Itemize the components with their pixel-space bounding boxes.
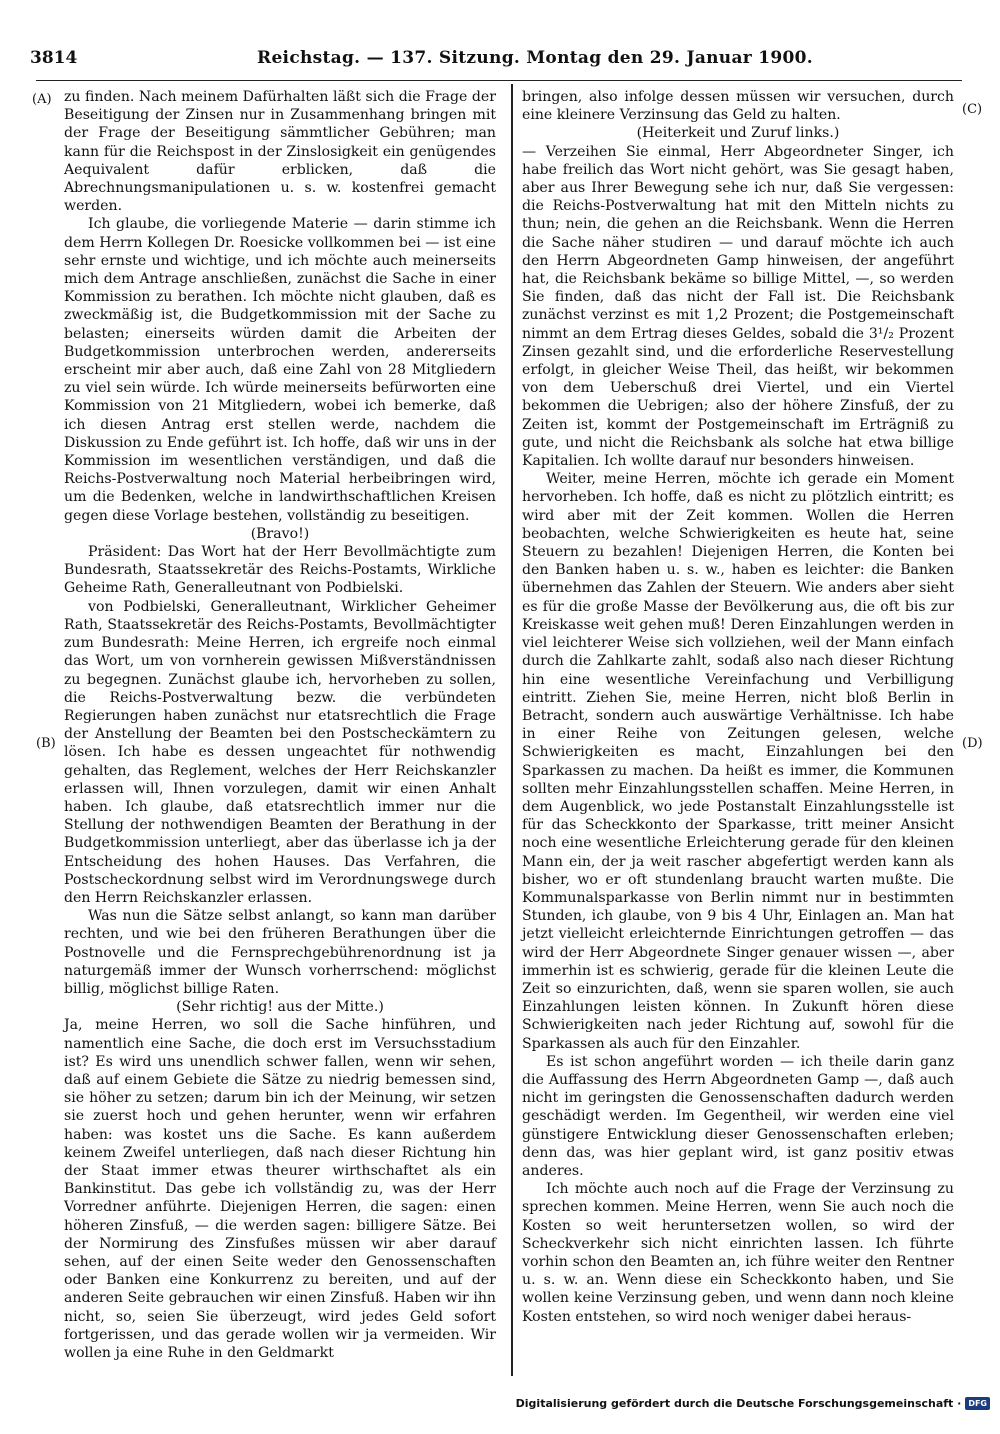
footer-credit: Digitalisierung gefördert durch die Deutsche Forschungsgemeinschaft · <box>515 1397 962 1410</box>
paragraph: von Podbielski, Generalleutnant, Wirklicher Geheimer Rath, Staatssekretär des Reichs-Postamts, Bevollmächtigter zum Bundesrath: Meine Herren, ich ergreife noch einmal das Wort, um von vornherein gewissen Mißverständnissen zu begegnen. Zunächst glaube ich, hervorheben zu sollen, die Reichs-Postverwaltung bezw. die verbündeten Regierungen haben zunächst nur etatsrechtlich die Frage der Anstellung der Beamten bei den Postscheckämtern zu lösen. Ich habe es dessen ungeachtet für nothwendig gehalten, das Reglement, welches der Herr Reichskanzler erlassen will, Ihnen vorzulegen, damit wir einen Anhalt haben. Ich glaube, daß etatsrechtlich immer nur die Stellung der nothwendigen Beamten der Berathung in der Budgetkommission unterliegt, aber das überlasse ich ja der Entscheidung des hohen Hauses. Das Verfahren, die Postscheckordnung selbst wird im Verordnungswege durch den Herrn Reichskanzler erlassen. <box>64 598 496 906</box>
paragraph: Was nun die Sätze selbst anlangt, so kann man darüber rechten, und wie bei den früheren Berathungen über die Postnovelle und die Fernsprechgebührenordnung ist ja naturgemäß immer der Wunsch vorherrschend: möglichst billig, möglichst billige Raten. <box>64 908 496 997</box>
paragraph: Ich glaube, die vorliegende Materie — darin stimme ich dem Herrn Kollegen Dr. Roesicke vollkommen bei — ist eine sehr ernste und wichtige, und ich möchte auch meinerseits mich dem Antrage anschließen, zunächst die Sache in einer Kommission zu berathen. Ich möchte nicht glauben, daß es zweckmäßig ist, die Budgetkommission mit der Sache zu belasten; einerseits würden damit die Arbeiten der Budgetkommission unterbrochen werden, andererseits erscheint mir aber auch, daß eine Zahl von 28 Mitgliedern zu viel sein würde. Ich würde meinerseits befürworten eine Kommission von 21 Mitgliedern, wobei ich bemerke, daß ich diesen Antrag erst stellen werde, nachdem die Diskussion zu Ende geführt ist. Ich hoffe, daß wir uns in der Kommission im wesentlichen verständigen, und daß die Reichs-Postverwaltung noch Material herbeibringen wird, um die Bedenken, welche in landwirthschaftlichen Kreisen gegen diese Vorlage bestehen, vollständig zu beseitigen. <box>64 216 496 524</box>
paragraph: bringen, also infolge dessen müssen wir versuchen, durch eine kleinere Verzinsung das Geld zu halten. <box>522 89 954 124</box>
paragraph: (Heiterkeit und Zuruf links.) <box>636 125 840 142</box>
footer <box>516 1397 990 1410</box>
margin-marker-a: (A) <box>32 92 52 107</box>
margin-marker-b: (B) <box>36 736 56 751</box>
paragraph: Weiter, meine Herren, möchte ich gerade ein Moment hervorheben. Ich hoffe, daß es nicht zu plötzlich eintritt; es wird aber mit der Zeit kommen. Wollen die Herren beobachten, welche Schwierigkeiten es heute hat, seine Steuern zu bezahlen! Diejenigen Herren, die Konten bei den Banken haben u. s. w., haben es leichter: die Banken übernehmen das Zahlen der Steuern. Wie anders aber sieht es für die große Masse der Bevölkerung aus, die oft bis zur Kreiskasse weit gehen muß! Deren Einzahlungen werden in viel leichterer Weise sich vollziehen, weil der Mann einfach durch die Zahlkarte zahlt, sodaß also nach dieser Richtung hin eine wesentliche Vereinfachung und Verbilligung eintritt. Ziehen Sie, meine Herren, nicht bloß Berlin in Betracht, sondern auch auswärtige Verhältnisse. Ich habe in einer Reihe von Zeitungen gelesen, welche Schwierigkeiten es macht, Einzahlungen bei den Sparkassen zu machen. Da heißt es immer, die Kommunen sollten mehr Einzahlungsstellen schaffen. Meine Herren, in dem Augenblick, wo jede Postanstalt Einzahlungsstelle ist für das Scheckkonto der Sparkasse, tritt meiner Ansicht noch eine wesentliche Erleichterung gerade für den kleinen Mann ein, der ja weit rascher abgefertigt werden kann als bisher, wo er oft stundenlang braucht warten mußte. Die Kommunalsparkasse von Berlin nimmt nur in bestimmten Stunden, ich glaube, von 9 bis 4 Uhr, Einlagen an. Man hat jetzt vielleicht erleichternde Einrichtungen getroffen — das wird der Herr Abgeordnete Singer genauer wissen —, aber immerhin ist es schwierig, gerade für die kleinen Leute die Zeit so einzurichten, daß, wenn sie sparen wollen, sie auch Einzahlungen leisten können. In Zukunft hören diese Schwierigkeiten nach jeder Richtung auf, sowohl für die Sparkassen als auch für den Einzahler. <box>522 471 954 1052</box>
margin-marker-c: (C) <box>962 102 983 117</box>
header-rule <box>36 80 962 81</box>
page-number: 3814 <box>30 48 78 68</box>
left-column <box>64 88 496 1362</box>
page-header <box>30 48 970 74</box>
paragraph: (Sehr richtig! aus der Mitte.) <box>176 999 384 1016</box>
paragraph: Präsident: Das Wort hat der Herr Bevollmächtigte zum Bundesrath, Staatssekretär des Reichs-Postamts, Wirkliche Geheime Rath, Generalleutnant von Podbielski. <box>64 544 496 597</box>
paragraph: (Bravo!) <box>250 525 310 542</box>
paragraph: Ich möchte auch noch auf die Frage der Verzinsung zu sprechen kommen. Meine Herren, wenn Sie auch noch die Kosten so weit heruntersetzen wollen, so wird der Scheckverkehr sich nicht einrichten lassen. Ich führte vorhin schon den Beamten an, ich führe weiter den Rentner u. s. w. an. Wenn diese ein Scheckkonto haben, und Sie wollen keine Verzinsung geben, und wenn dann noch kleine Kosten entstehen, so wird noch weniger dabei heraus- <box>522 1181 954 1325</box>
paragraph: zu finden. Nach meinem Dafürhalten läßt sich die Frage der Beseitigung der Zinsen nur in Zusammenhang bringen mit der Frage der Beseitigung sämmtlicher Gebühren; man kann für die Reichspost in der Zinslosigkeit ein genügendes Aequivalent dafür erblicken, daß die Abrechnungsmanipulationen u. s. w. kostenfrei gemacht werden. <box>64 89 496 215</box>
column-divider <box>511 84 513 1376</box>
page-title: Reichstag. — 137. Sitzung. Montag den 29. Januar 1900. <box>257 48 813 68</box>
paragraph: Ja, meine Herren, wo soll die Sache hinführen, und namentlich eine Sache, die doch erst im Versuchsstadium ist? Es wird uns unendlich schwer fallen, wenn wir sehen, daß auf einem Gebiete die Sätze zu niedrig bemessen sind, sie höher zu setzen; darum bin ich der Meinung, wir setzen sie zuerst hoch und gehen herunter, wenn wir erfahren haben: was kostet uns die Sache. Es kann außerdem keinem Zweifel unterliegen, daß nach dieser Richtung hin der Staat immer etwas theurer wirthschaftet als ein Bankinstitut. Das gebe ich vollständig zu, was der Herr Vorredner anführte. Diejenigen Herren, die sagen: einen höheren Zinsfuß, — die werden sagen: billigere Sätze. Bei der Normirung des Zinsfußes müssen wir aber darauf sehen, auf der einen Seite weder den Genossenschaften oder Banken eine Konkurrenz zu bereiten, und auf der anderen Seite gebrauchen wir einen Zinsfuß. Haben wir ihn nicht, so, seien Sie überzeugt, wird jedes Geld sofort fortgerissen, und das gerade wollen wir ja vermeiden. Wir wollen ja eine Ruhe in den Geldmarkt <box>64 1017 496 1362</box>
dfg-logo: DFG <box>965 1397 990 1410</box>
right-column <box>522 88 954 1326</box>
paragraph: Es ist schon angeführt worden — ich theile darin ganz die Auffassung des Herrn Abgeordneten Gamp —, daß auch nicht im geringsten die Genossenschaften dadurch werden geschädigt werden. Im Gegentheil, wir werden eine viel günstigere Entwicklung dieser Genossenschaften erleben; denn das, was hier geplant wird, ist ganz positiv etwas anderes. <box>522 1053 954 1179</box>
margin-marker-d: (D) <box>962 736 983 751</box>
paragraph: — Verzeihen Sie einmal, Herr Abgeordneter Singer, ich habe freilich das Wort nicht gehört, was Sie gesagt haben, aber aus Ihrer Bewegung sehe ich nur, daß Sie vergessen: die Reichs-Postverwaltung hat mit den Mitteln nichts zu thun; nein, die gehen an die Reichsbank. Wenn die Herren die Sache näher studiren — und darauf möchte ich auch den Herrn Abgeordneten Gamp hinweisen, der angeführt hat, die Reichsbank bekäme so billige Mittel, —, so werden Sie finden, daß das nicht der Fall ist. Die Reichsbank zunächst verzinst es mit 1,2 Prozent; die Postgemeinschaft nimmt an dem Ertrag dieses Geldes, sobald die 3¹/₂ Prozent Zinsen gezahlt sind, und die erforderliche Reservestellung erfolgt, in gleicher Weise Theil, das heißt, wir bekommen von dem Ueberschuß drei Viertel, und ein Viertel bekommen die Uebrigen; also der höhere Zinsfuß, der zu Zeiten ist, kommt der Postgemeinschaft im Erträgniß zu gute, und nicht die Reichsbank als solche hat etwa billige Kapitalien. Ich wollte darauf nur besonders hinweisen. <box>522 143 954 470</box>
